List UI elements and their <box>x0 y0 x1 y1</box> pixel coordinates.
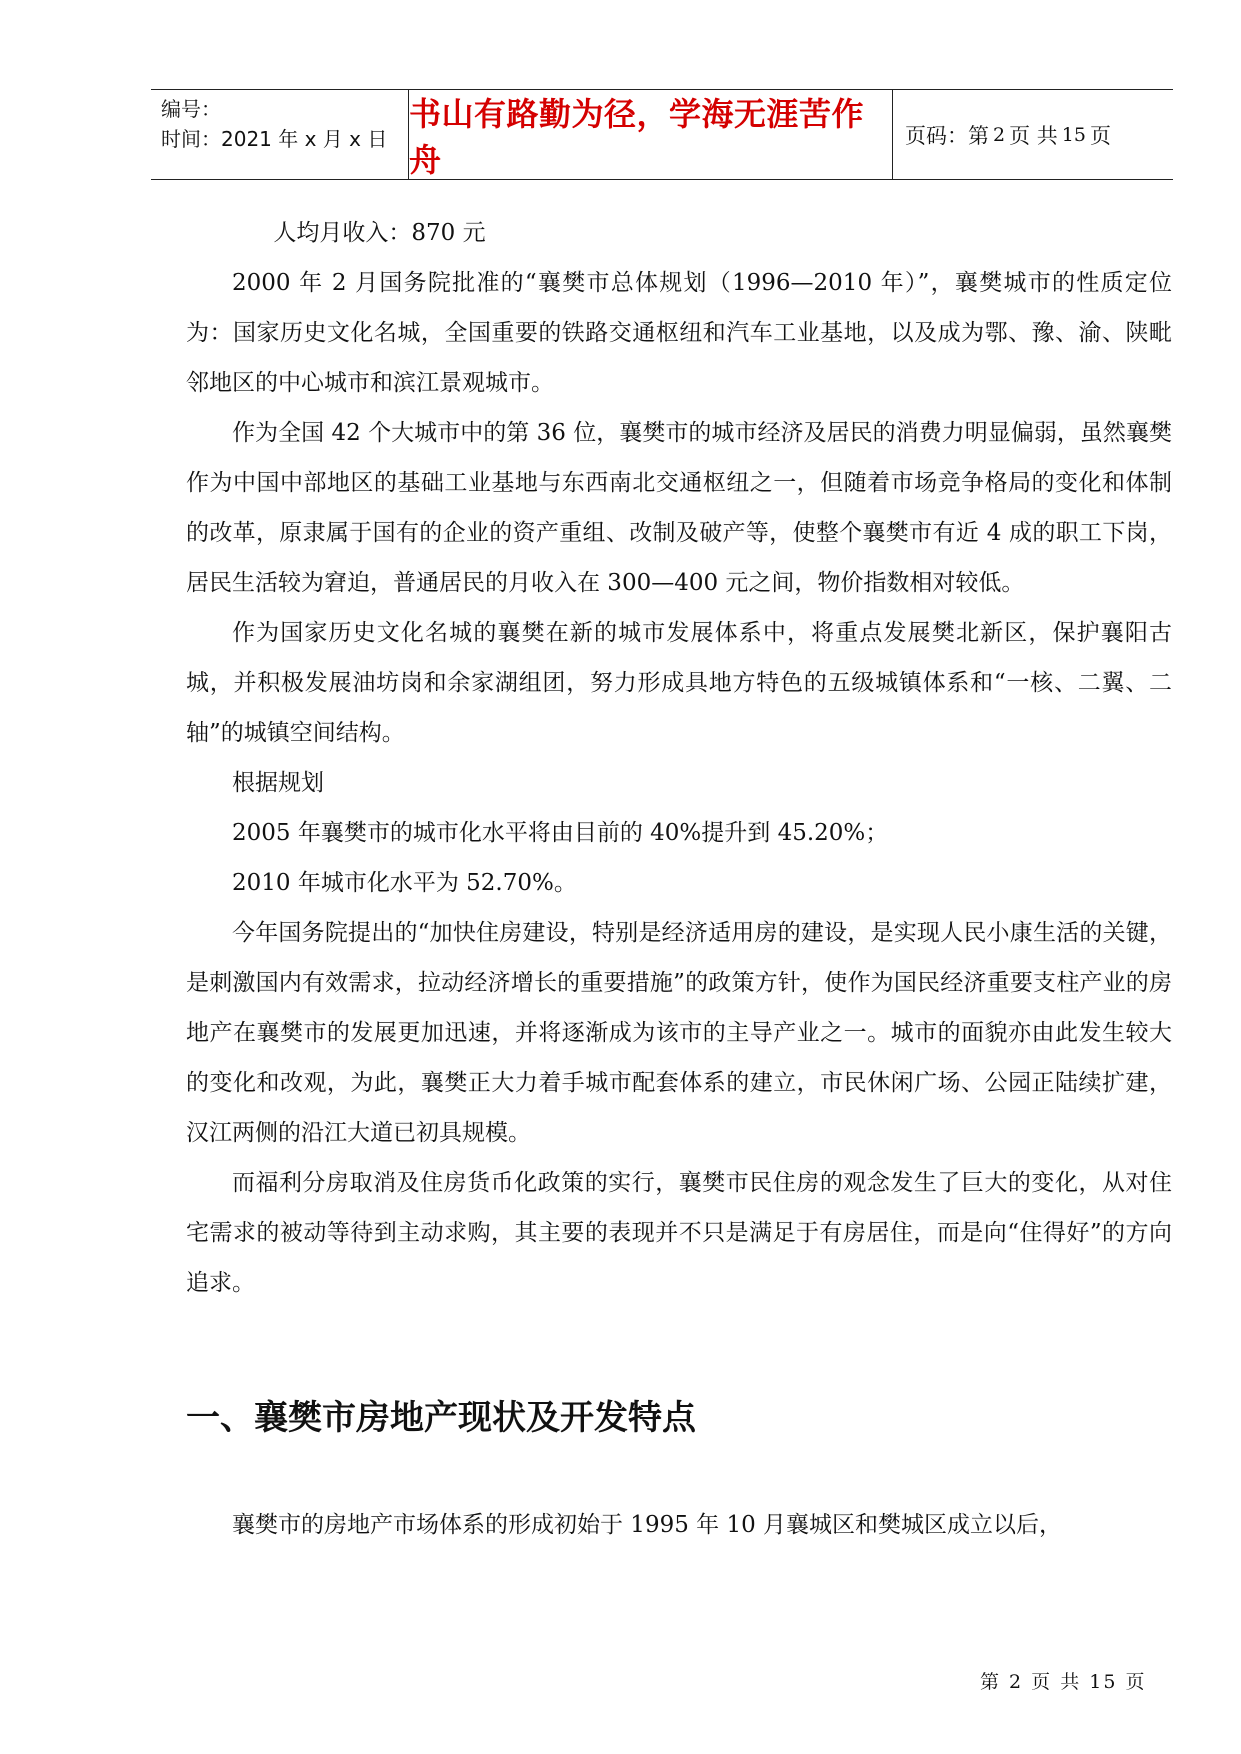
paragraph: 根据规划 <box>232 770 324 796</box>
paragraph: 今年国务院提出的“加快住房建设，特别是经济适用房的建设，是实现人民小康生活的关键，是刺激国内有效需求，拉动经济增长的重要措施”的政策方针，使作为国民经济重要支柱产业的房地产在襄樊市的发展更加迅速，并将逐渐成为该市的主导产业之一。城市的面貌亦由此发生较大的变化和改观，为此，襄樊正大力着手城市配套体系的建立，市民休闲广场、公园正陆续扩建，汉江两侧的沿江大道已初具规模。 <box>186 920 1172 1146</box>
paragraph: 而福利分房取消及住房货币化政策的实行，襄樊市民住房的观念发生了巨大的变化，从对住宅需求的被动等待到主动求购，其主要的表现并不只是满足于有房居住，而是向“住得好”的方向追求。 <box>186 1170 1172 1296</box>
page-footer: 第 2 页 共 15 页 <box>980 1671 1147 1693</box>
section-title: 一、襄樊市房地产现状及开发特点 <box>186 1398 696 1438</box>
header-page-info <box>893 90 1173 179</box>
page-number: 2 <box>993 123 1006 146</box>
page-total: 15 <box>1061 123 1086 146</box>
income-line: 人均月收入：870 元 <box>273 220 486 246</box>
header-meta <box>151 90 409 179</box>
time-label: 时间：2021 年 x 月 x 日 <box>161 127 388 151</box>
header-motto: 书山有路勤为径，学海无涯苦作舟 <box>409 90 893 179</box>
paragraph: 作为国家历史文化名城的襄樊在新的城市发展体系中，将重点发展樊北新区，保护襄阳古城，并积极发展油坊岗和余家湖组团，努力形成具地方特色的五级城镇体系和“一核、二翼、二轴”的城镇空间结构。 <box>186 620 1172 746</box>
paragraph: 2010 年城市化水平为 52.70%。 <box>232 870 577 896</box>
number-label: 编号： <box>161 97 221 121</box>
document-body <box>186 218 1172 1308</box>
paragraph: 2000 年 2 月国务院批准的“襄樊市总体规划（1996—2010 年）”，襄樊城市的性质定位为：国家历史文化名城，全国重要的铁路交通枢纽和汽车工业基地，以及成为鄂、豫、渝、陕毗邻地区的中心城市和滨江景观城市。 <box>186 270 1172 396</box>
page-header <box>151 89 1173 180</box>
paragraph: 2005 年襄樊市的城市化水平将由目前的 40%提升到 45.20%； <box>232 820 889 846</box>
page-mid: 页 共 <box>1009 123 1058 148</box>
section-first-paragraph: 襄樊市的房地产市场体系的形成初始于 1995 年 10 月襄城区和樊城区成立以后， <box>232 1512 1063 1538</box>
paragraph: 作为全国 42 个大城市中的第 36 位，襄樊市的城市经济及居民的消费力明显偏弱，虽然襄樊作为中国中部地区的基础工业基地与东西南北交通枢纽之一，但随着市场竞争格局的变化和体制的改革，原隶属于国有的企业的资产重组、改制及破产等，使整个襄樊市有近 4 成的职工下岗，居民生活较为窘迫，普通居民的月收入在 300—400 元之间，物价指数相对较低。 <box>186 420 1172 596</box>
page-prefix: 页码：第 <box>905 123 989 148</box>
page-suffix: 页 <box>1089 123 1111 148</box>
